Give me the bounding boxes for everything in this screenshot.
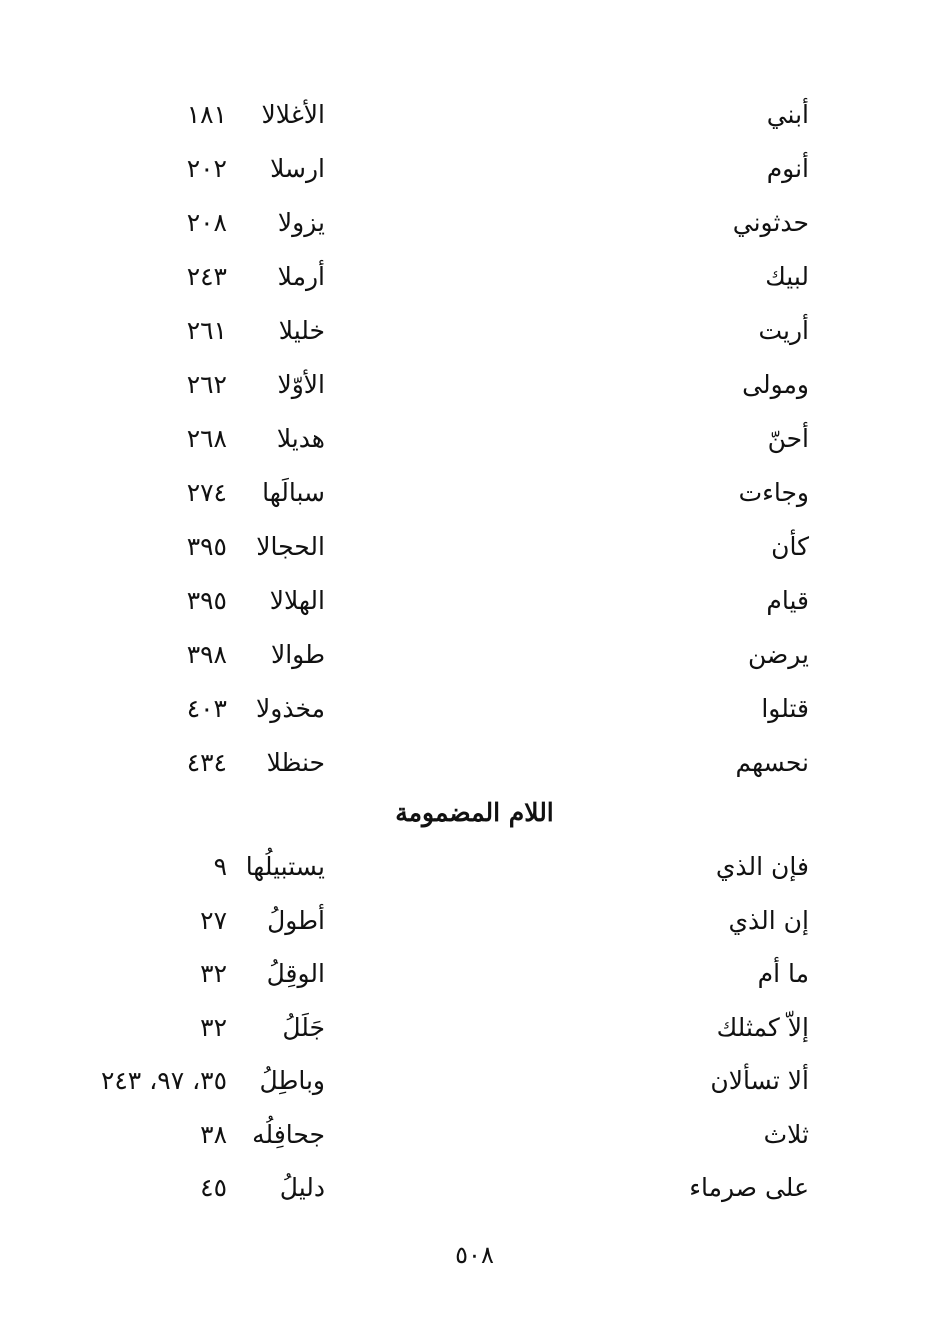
rhyme-word: جحافِلُه [252,1119,325,1149]
index-row [0,250,949,304]
index-row [0,520,949,574]
verse-opening: كأن [771,532,809,561]
rhyme-word: أطولُ [267,905,325,935]
verse-opening: ما أم [757,959,809,988]
index-row [0,1001,949,1055]
page-reference: ٣٨ [200,1119,227,1149]
index-row [0,840,949,894]
verse-opening: وجاءت [738,478,809,507]
page-reference: ٢٤٣ [186,262,227,291]
page-reference: ٤٥ [200,1173,227,1202]
rhyme-word: حنظلا [266,748,325,777]
index-row [0,466,949,520]
rhyme-word: يستبيلُها [245,852,325,881]
section-header: اللام المضمومة [395,798,554,827]
rhyme-word: جَلَلُ [282,1012,325,1042]
rhyme-word: خليلا [278,316,325,345]
page-reference: ٣٩٥ [186,586,227,615]
rhyme-word: الوقِلُ [266,959,325,988]
verse-opening: أبني [766,100,809,129]
rhyme-word: الأوّلا [277,370,325,399]
page-reference: ٩ [213,852,227,881]
rhyme-word: ارسلا [270,154,325,183]
rhyme-word: وباطِلُ [259,1066,325,1095]
page-reference: ٢٦٨ [186,424,227,453]
page-reference: ٢٧٤ [186,478,227,507]
page-reference: ٣٩٨ [186,640,227,669]
rhyme-word: هديلا [276,424,325,453]
page-reference: ٤٣٤ [186,748,227,777]
verse-opening: ومولى [742,370,809,399]
rhyme-word: يزولا [277,208,325,237]
index-row [0,574,949,628]
verse-opening: أريت [758,316,809,345]
index-row [0,947,949,1001]
verse-opening: أحنّ [767,424,809,453]
page-number: ٥٠٨ [455,1241,494,1269]
verse-opening: حدثوني [732,208,809,237]
page-reference: ٢٧ [200,905,227,935]
rhyme-word: الأغلالا [261,100,325,129]
page-reference: ٢٠٢ [186,154,227,183]
rhyme-word: الحجالا [256,532,325,561]
rhyme-word: دليلُ [279,1173,325,1202]
page-reference: ٣٢ [200,1012,227,1042]
verse-opening: إن الذي [728,905,809,935]
index-row [0,142,949,196]
index-row [0,628,949,682]
verse-opening: نحسهم [735,748,809,777]
page-reference: ١٨١ [186,100,227,129]
page-reference: ٣٩٥ [186,532,227,561]
index-row [0,682,949,736]
page-reference: ٣٢ [200,959,227,988]
page-reference: ٢٠٨ [186,208,227,237]
verse-opening: أنوم [766,154,809,183]
index-row [0,196,949,250]
page-reference: ٤٠٣ [186,694,227,723]
page-reference: ٢٦٢ [186,370,227,399]
verse-opening: فإن الذي [715,852,809,881]
verse-opening: قيام [766,586,809,615]
index-row [0,1161,949,1215]
verse-opening: على صرماء [689,1173,809,1202]
verse-opening: ألا تسألان [710,1066,809,1095]
index-row [0,412,949,466]
verse-opening: إلاّ كمثلك [716,1012,809,1042]
index-row [0,358,949,412]
verse-opening: يرضن [747,640,809,669]
verse-opening: قتلوا [761,694,809,723]
page-reference: ٣٥، ٩٧، ٢٤٣ [100,1066,227,1095]
rhyme-word: الهلالا [269,586,325,615]
index-row [0,736,949,790]
index-row [0,1108,949,1162]
page-reference: ٢٦١ [186,316,227,345]
rhyme-word: طوالا [270,640,325,669]
rhyme-word: أرملا [277,262,325,291]
index-row [0,1054,949,1108]
rhyme-word: سبالَها [262,478,325,507]
index-row [0,894,949,948]
index-row [0,304,949,358]
rhyme-word: مخذولا [256,694,325,723]
verse-opening: لبيك [765,262,809,291]
verse-opening: ثلاث [763,1119,809,1149]
index-row [0,88,949,142]
